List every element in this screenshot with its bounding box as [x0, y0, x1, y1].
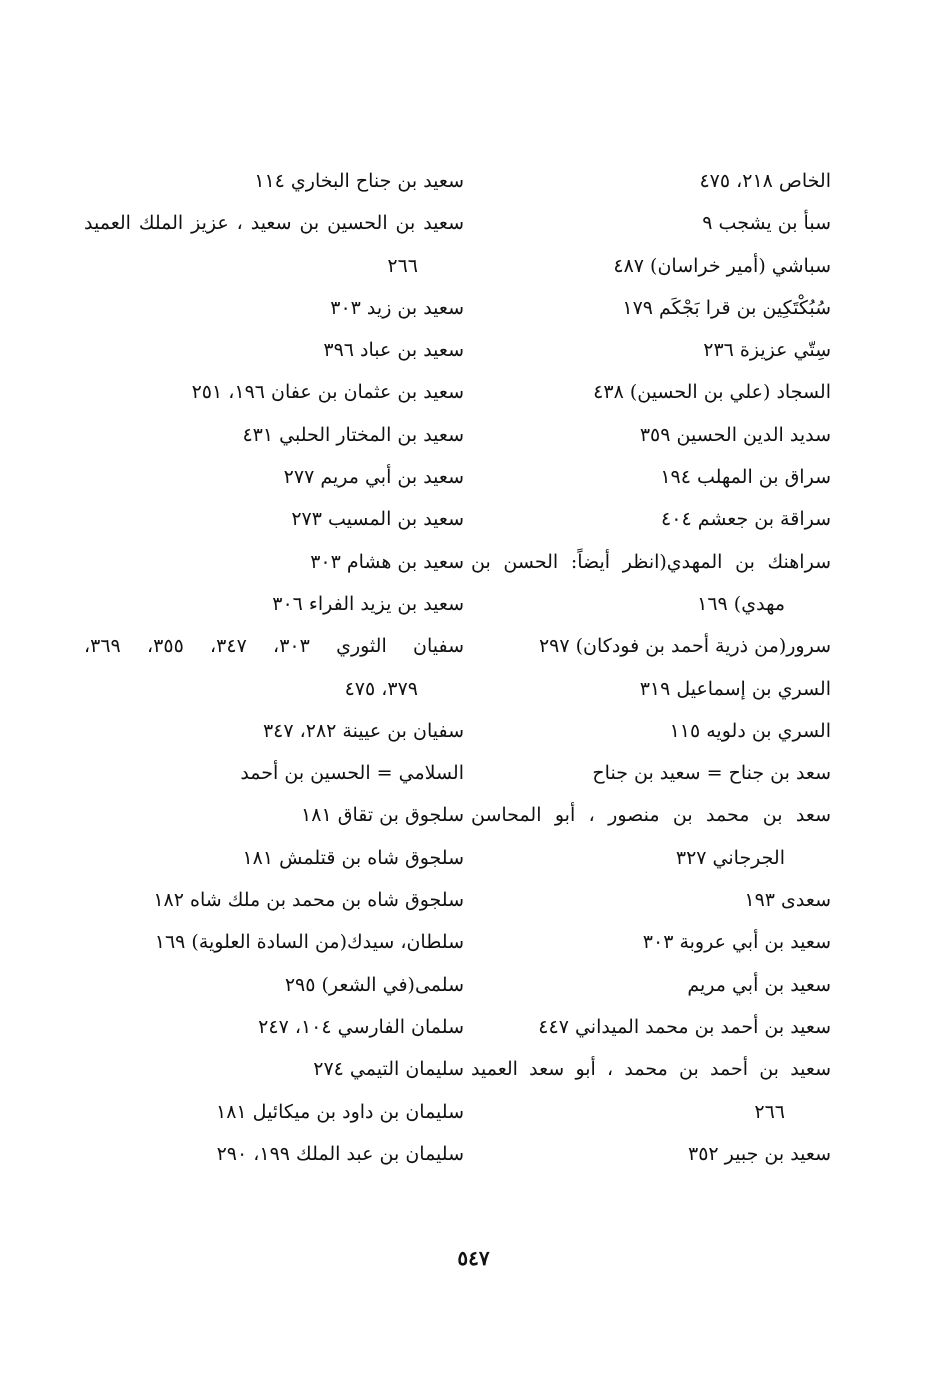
index-entry: السري بن دلويه ١١٥ — [669, 719, 831, 742]
index-entry: سلطان، سيدك(من السادة العلوية) ١٦٩ — [154, 931, 464, 954]
index-entry: سلجوق شاه بن محمد بن ملك شاه ١٨٢ — [153, 889, 464, 912]
index-entry: سعيد بن الحسين بن سعيد ، عزيز الملك العميد — [84, 212, 464, 235]
index-entry: السري بن إسماعيل ٣١٩ — [639, 677, 831, 700]
index-entry: سلمى(في الشعر) ٢٩٥ — [284, 973, 464, 996]
index-entry: السجاد (علي بن الحسين) ٤٣٨ — [593, 381, 831, 404]
index-entry: سعد بن جناح = سعيد بن جناح — [592, 762, 831, 785]
index-entry: الخاص ٢١٨، ٤٧٥ — [699, 170, 831, 192]
index-entry: سعيد بن جناح البخاري ١١٤ — [254, 170, 464, 192]
index-entry: سلجوق بن تقاق ١٨١ — [301, 804, 464, 827]
index-entry: سعيد بن أبي عروبة ٣٠٣ — [642, 931, 831, 954]
index-entry: سعيد بن عباد ٣٩٦ — [323, 339, 464, 362]
index-entry-continuation: الجرجاني ٣٢٧ — [675, 846, 785, 869]
index-entry-continuation: مهدي) ١٦٩ — [697, 592, 785, 615]
index-entry: سفيان الثوري ٣٠٣، ٣٤٧، ٣٥٥، ٣٦٩، — [84, 635, 464, 658]
index-entry: سلمان الفارسي ١٠٤، ٢٤٧ — [258, 1015, 464, 1038]
index-column-left — [84, 160, 464, 1175]
index-entry: سراق بن المهلب ١٩٤ — [660, 466, 831, 489]
index-entry: سِتّي عزيزة ٢٣٦ — [703, 339, 831, 362]
index-entry: سعيد بن أحمد بن محمد الميداني ٤٤٧ — [538, 1015, 831, 1038]
index-entry: سعد بن محمد بن منصور ، أبو المحاسن — [471, 804, 831, 827]
index-entry: سعيد بن هشام ٣٠٣ — [310, 550, 464, 573]
index-entry: سراقة بن جعشم ٤٠٤ — [661, 508, 831, 531]
index-entry: سعيد بن أحمد بن محمد ، أبو سعد العميد — [471, 1058, 831, 1081]
index-entry: سعيد بن المختار الحلبي ٤٣١ — [242, 423, 464, 446]
index-entry: سفيان بن عيينة ٢٨٢، ٣٤٧ — [262, 719, 464, 742]
index-entry: سديد الدين الحسين ٣٥٩ — [639, 423, 831, 446]
index-entry: سُبُكْتَكِين بن قرا بَجْكَم ١٧٩ — [622, 296, 831, 319]
index-entry: سباشي (أمير خراسان) ٤٨٧ — [613, 254, 831, 277]
index-entry: سلجوق شاه بن قتلمش ١٨١ — [242, 846, 464, 869]
index-column-right — [471, 160, 831, 1175]
index-entry: سليمان بن داود بن ميكائيل ١٨١ — [216, 1100, 464, 1123]
page-number: ٥٤٧ — [457, 1246, 490, 1270]
index-entry-continuation: ٢٦٦ — [754, 1100, 785, 1123]
index-entry: سبأ بن يشجب ٩ — [702, 212, 831, 235]
index-entry: سليمان بن عبد الملك ١٩٩، ٢٩٠ — [216, 1142, 464, 1165]
index-entry-continuation: ٢٦٦ — [387, 254, 418, 277]
index-entry: السلامي = الحسين بن أحمد — [240, 762, 464, 785]
index-entry: سعيد بن جبير ٣٥٢ — [688, 1142, 831, 1165]
index-entry: سعدى ١٩٣ — [744, 889, 831, 912]
index-entry: سليمان التيمي ٢٧٤ — [313, 1058, 464, 1081]
index-entry: سعيد بن المسيب ٢٧٣ — [291, 508, 464, 531]
index-entry-continuation: ٣٧٩، ٤٧٥ — [344, 677, 418, 700]
index-entry: سعيد بن أبي مريم ٢٧٧ — [283, 466, 464, 489]
index-entry: سعيد بن عثمان بن عفان ١٩٦، ٢٥١ — [191, 381, 464, 404]
index-entry: سراهنك بن المهدي(انظر أيضاً: الحسن بن — [471, 550, 831, 573]
index-entry: سعيد بن يزيد الفراء ٣٠٦ — [272, 592, 464, 615]
index-entry: سرور(من ذرية أحمد بن فودكان) ٢٩٧ — [538, 635, 831, 658]
index-entry: سعيد بن زيد ٣٠٣ — [330, 296, 464, 319]
index-entry: سعيد بن أبي مريم — [687, 973, 831, 996]
